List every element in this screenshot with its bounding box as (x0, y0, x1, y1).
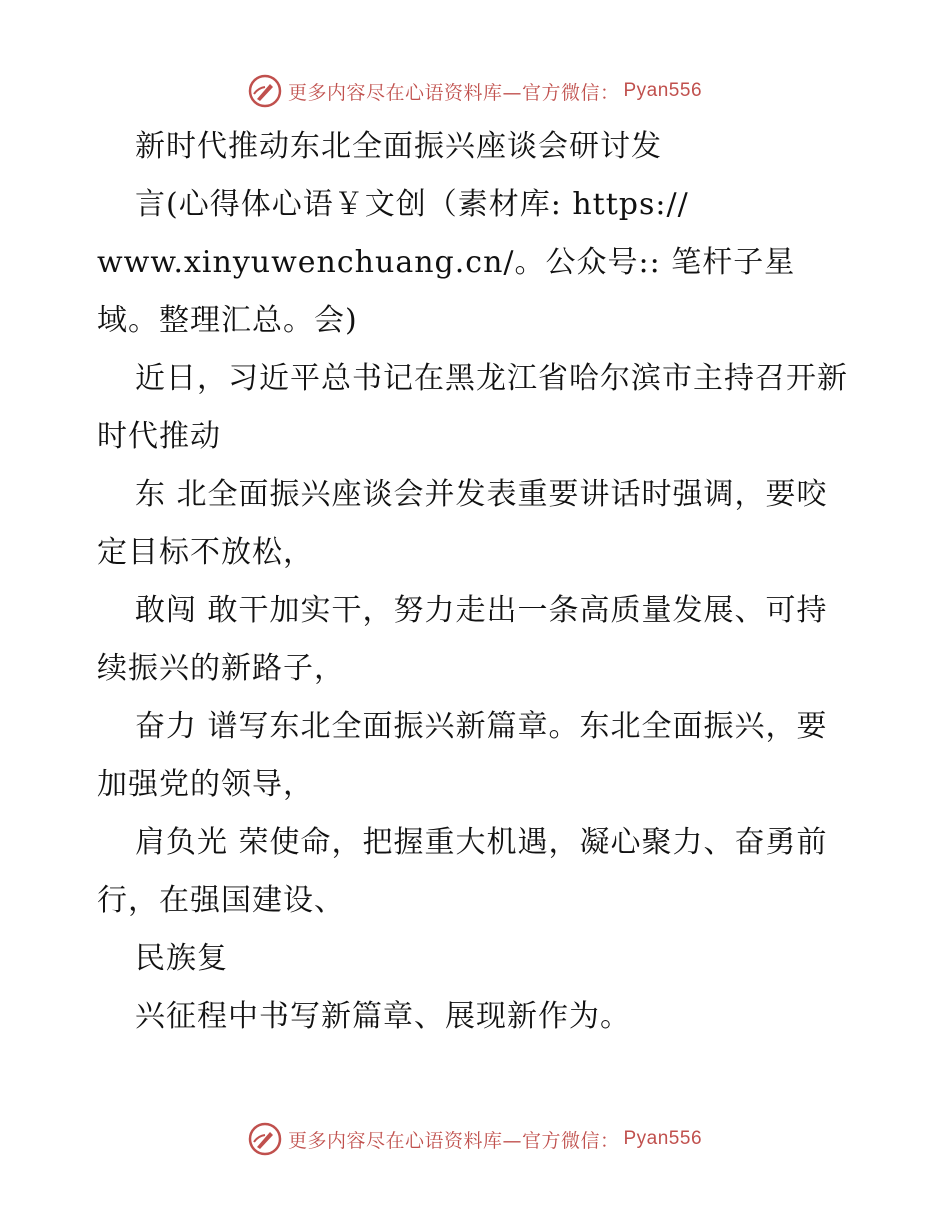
paragraph-2: 东 北全面振兴座谈会并发表重要讲话时强调，要咬定目标不放松， (97, 477, 828, 570)
paragraph-title-line-1: 新时代推动东北全面振兴座谈会研讨发 (135, 129, 662, 164)
watermark-text: 更多内容尽在心语资料库—官方微信： (287, 81, 620, 104)
footer-watermark (0, 1122, 950, 1156)
paragraph-title-line-2: 言(心得体心语￥文创（素材库: https:// (135, 187, 689, 222)
paragraph-1: 近日，习近平总书记在黑龙江省哈尔滨市主持召开新时代推动 (97, 361, 848, 454)
paragraph-title-line-3: www.xinyuwenchuang.cn/。公众号:: 笔杆子星 (97, 245, 796, 280)
paragraph-6: 民族复 (135, 941, 228, 976)
paragraph-4: 奋力 谱写东北全面振兴新篇章。东北全面振兴，要加强党的领导， (97, 709, 828, 802)
watermark-wechat-id: Pyan556 (623, 80, 703, 101)
watermark-text: 更多内容尽在心语资料库—官方微信： (287, 1129, 620, 1152)
paragraph-3: 敢闯 敢干加实干，努力走出一条高质量发展、可持续振兴的新路子， (97, 593, 828, 686)
pen-logo-icon (248, 74, 282, 108)
paragraph-title-line-4: 域。整理汇总。会) (97, 303, 358, 338)
paragraph-7: 兴征程中书写新篇章、展现新作为。 (135, 999, 631, 1034)
document-body (97, 118, 857, 1046)
watermark-wechat-id: Pyan556 (623, 1128, 703, 1149)
paragraph-5: 肩负光 荣使命，把握重大机遇，凝心聚力、奋勇前行，在强国建设、 (97, 825, 828, 918)
pen-logo-icon (248, 1122, 282, 1156)
header-watermark (0, 74, 950, 108)
